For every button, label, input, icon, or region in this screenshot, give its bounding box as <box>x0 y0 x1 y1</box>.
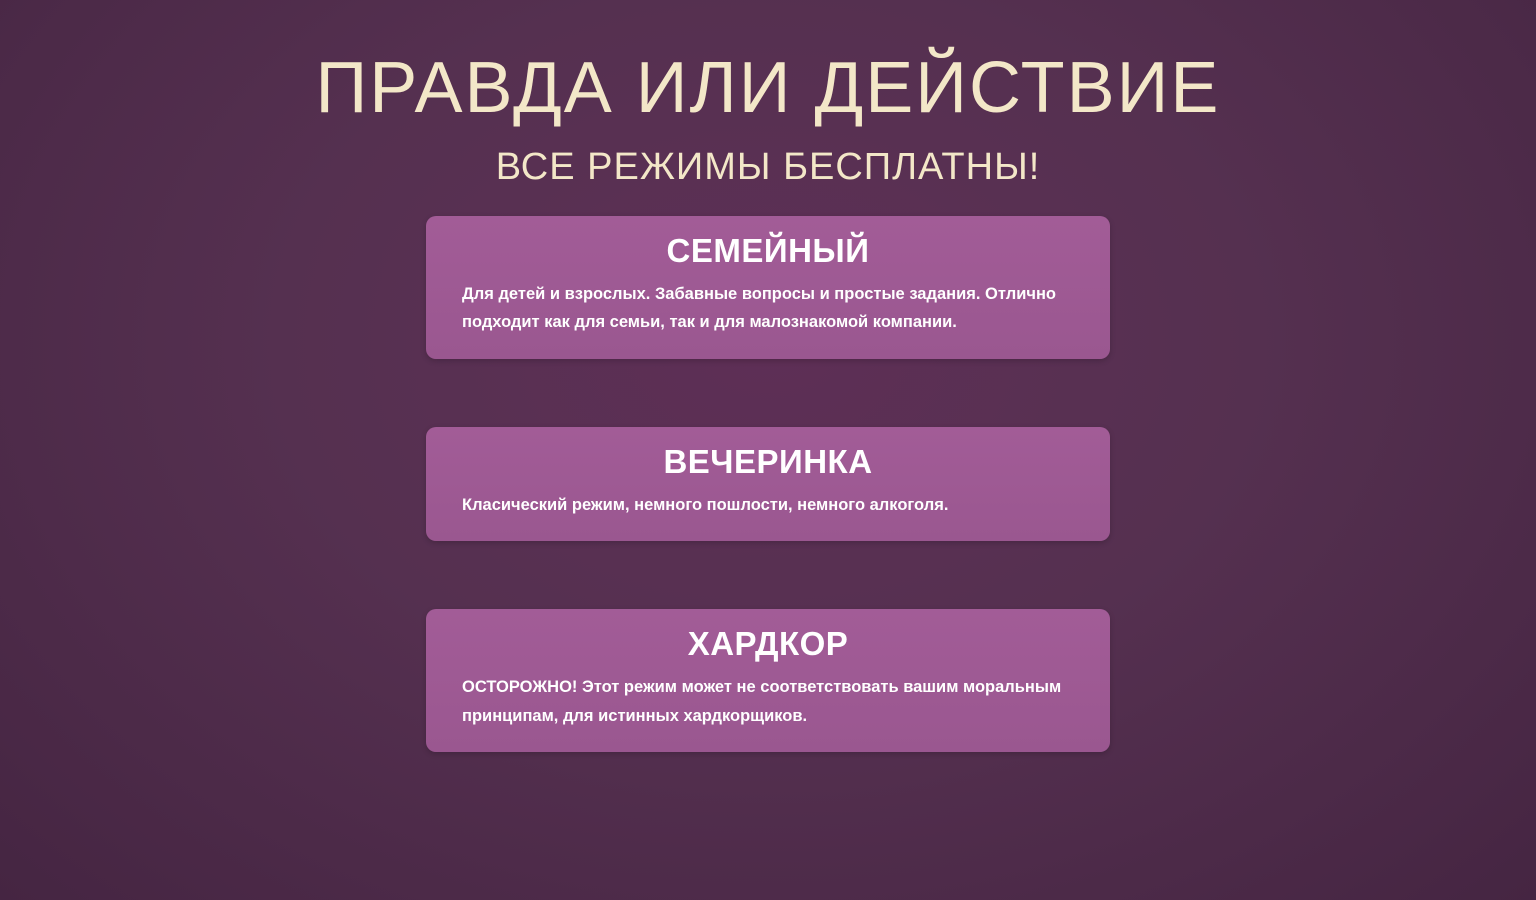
mode-title-family: СЕМЕЙНЫЙ <box>666 232 870 269</box>
mode-title-party: ВЕЧЕРИНКА <box>663 442 873 480</box>
mode-card-hardcore[interactable] <box>426 609 1110 752</box>
mode-description-hardcore: ОСТОРОЖНО! Этот режим может не соответствовать вашим моральным принципам, для истинных хардкорщиков. <box>462 678 1062 725</box>
mode-list <box>0 216 1536 752</box>
page-subtitle: ВСЕ РЕЖИМЫ БЕСПЛАТНЫ! <box>495 146 1041 188</box>
mode-card-family[interactable] <box>426 216 1110 359</box>
mode-description-family: Для детей и взрослых. Забавные вопросы и простые задания. Отлично подходит как для семьи, так и для малознакомой компании. <box>462 285 1056 332</box>
mode-title-hardcore: ХАРДКОР <box>687 625 849 663</box>
page-title: ПРАВДА ИЛИ ДЕЙСТВИЕ <box>315 48 1221 128</box>
mode-description-party: Класический режим, немного пошлости, немного алкоголя. <box>462 495 949 514</box>
mode-card-party[interactable] <box>426 427 1110 541</box>
